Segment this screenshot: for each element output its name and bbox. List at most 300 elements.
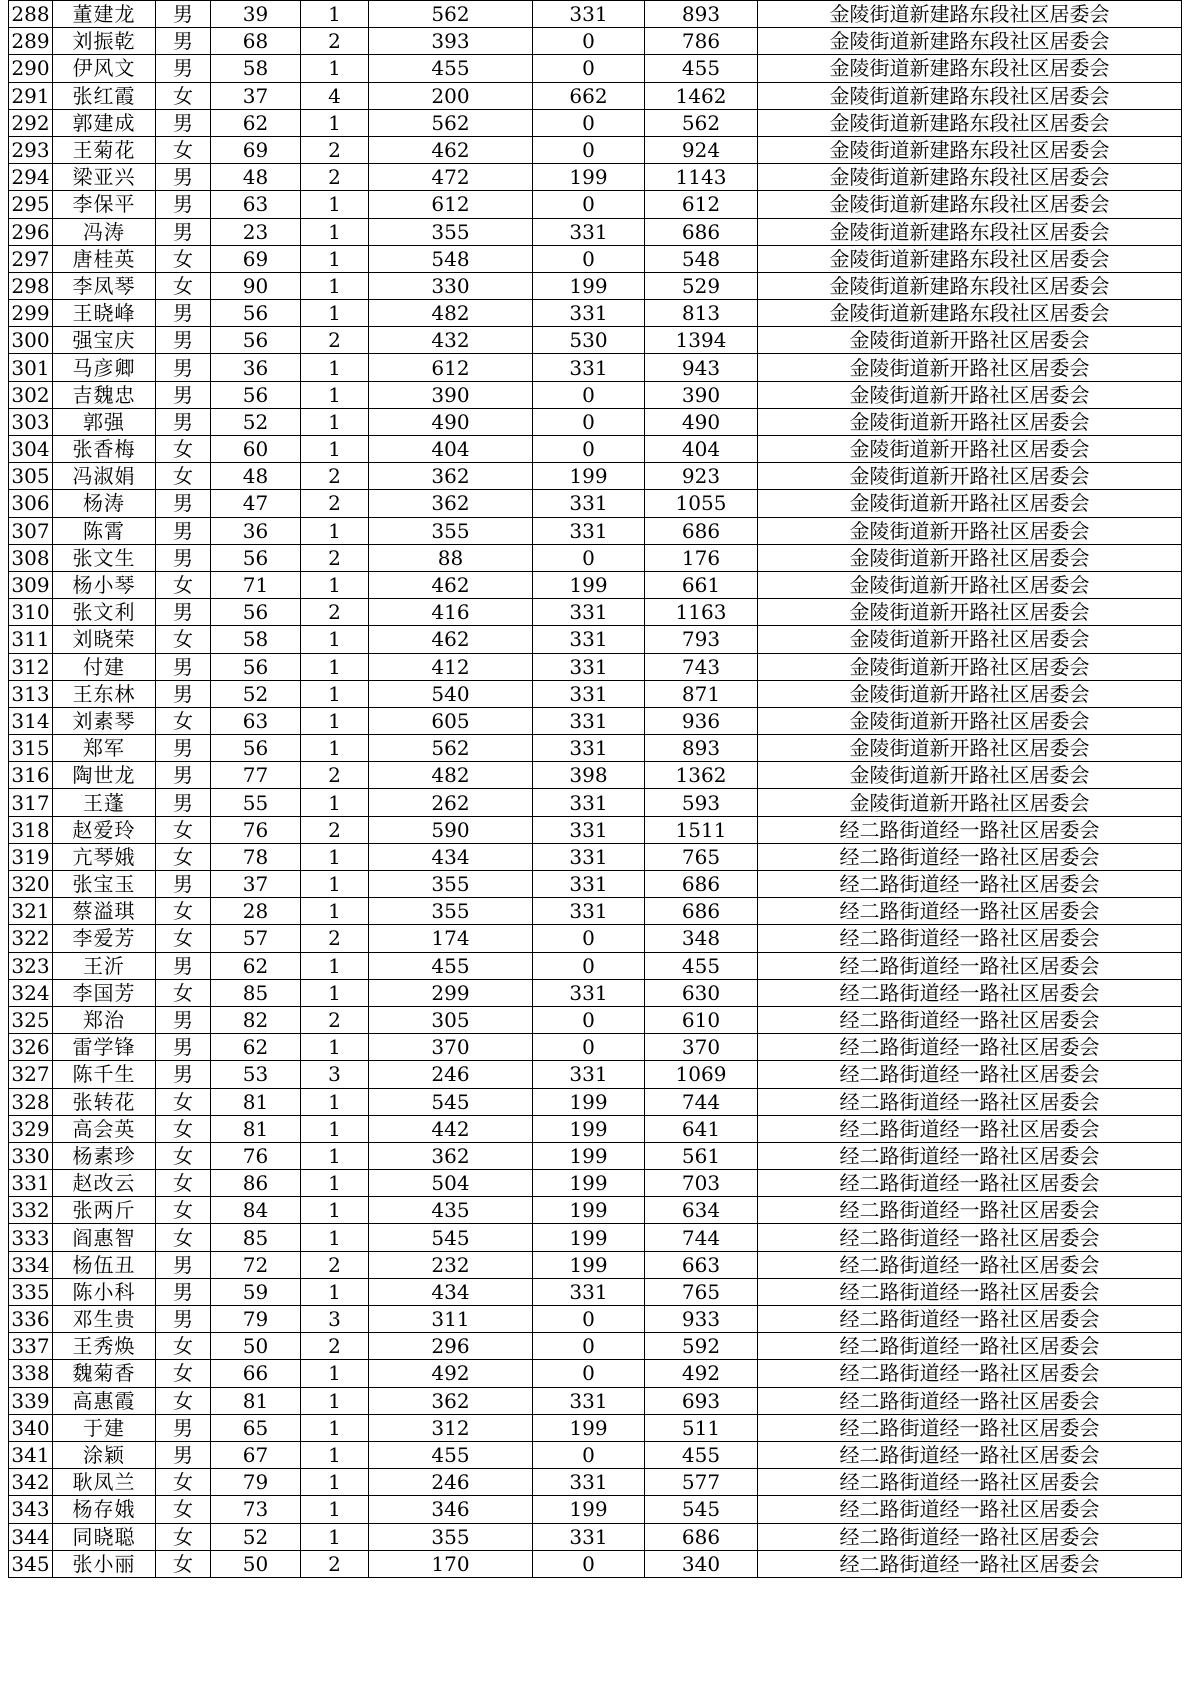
gender-cell: 女 bbox=[156, 1088, 211, 1115]
extra-amount-cell: 331 bbox=[533, 354, 645, 381]
community-name-cell: 金陵街道新开路社区居委会 bbox=[758, 327, 1182, 354]
base-amount-cell: 262 bbox=[369, 789, 533, 816]
total-amount-cell: 923 bbox=[645, 463, 758, 490]
community-name-cell: 经二路街道经一路社区居委会 bbox=[758, 1523, 1182, 1550]
household-size-cell: 1 bbox=[301, 1469, 369, 1496]
extra-amount-cell: 530 bbox=[533, 327, 645, 354]
base-amount-cell: 455 bbox=[369, 952, 533, 979]
person-name-cell: 冯淑娟 bbox=[53, 463, 156, 490]
table-row bbox=[9, 245, 1182, 272]
table-row bbox=[9, 55, 1182, 82]
extra-amount-cell: 0 bbox=[533, 1006, 645, 1033]
extra-amount-cell: 199 bbox=[533, 272, 645, 299]
extra-amount-cell: 0 bbox=[533, 925, 645, 952]
person-name-cell: 李爱芳 bbox=[53, 925, 156, 952]
base-amount-cell: 612 bbox=[369, 354, 533, 381]
community-name-cell: 经二路街道经一路社区居委会 bbox=[758, 1469, 1182, 1496]
household-size-cell: 1 bbox=[301, 653, 369, 680]
total-amount-cell: 744 bbox=[645, 1088, 758, 1115]
extra-amount-cell: 0 bbox=[533, 1360, 645, 1387]
gender-cell: 女 bbox=[156, 1142, 211, 1169]
extra-amount-cell: 0 bbox=[533, 28, 645, 55]
person-name-cell: 张宝玉 bbox=[53, 871, 156, 898]
table-row bbox=[9, 680, 1182, 707]
total-amount-cell: 592 bbox=[645, 1333, 758, 1360]
person-name-cell: 阎惠智 bbox=[53, 1224, 156, 1251]
extra-amount-cell: 0 bbox=[533, 136, 645, 163]
age-cell: 36 bbox=[211, 354, 301, 381]
base-amount-cell: 462 bbox=[369, 626, 533, 653]
community-name-cell: 经二路街道经一路社区居委会 bbox=[758, 1034, 1182, 1061]
table-row bbox=[9, 1360, 1182, 1387]
age-cell: 50 bbox=[211, 1333, 301, 1360]
person-name-cell: 涂颖 bbox=[53, 1441, 156, 1468]
gender-cell: 女 bbox=[156, 1197, 211, 1224]
gender-cell: 男 bbox=[156, 517, 211, 544]
age-cell: 53 bbox=[211, 1061, 301, 1088]
gender-cell: 女 bbox=[156, 436, 211, 463]
gender-cell: 男 bbox=[156, 1306, 211, 1333]
total-amount-cell: 455 bbox=[645, 55, 758, 82]
base-amount-cell: 390 bbox=[369, 381, 533, 408]
row-number-cell: 329 bbox=[9, 1115, 53, 1142]
total-amount-cell: 1163 bbox=[645, 599, 758, 626]
age-cell: 63 bbox=[211, 707, 301, 734]
table-row bbox=[9, 109, 1182, 136]
table-row bbox=[9, 164, 1182, 191]
community-name-cell: 金陵街道新开路社区居委会 bbox=[758, 680, 1182, 707]
gender-cell: 男 bbox=[156, 354, 211, 381]
total-amount-cell: 340 bbox=[645, 1550, 758, 1577]
age-cell: 36 bbox=[211, 517, 301, 544]
household-size-cell: 1 bbox=[301, 300, 369, 327]
community-name-cell: 经二路街道经一路社区居委会 bbox=[758, 1088, 1182, 1115]
person-name-cell: 吉魏忠 bbox=[53, 381, 156, 408]
table-row bbox=[9, 436, 1182, 463]
person-name-cell: 王菊花 bbox=[53, 136, 156, 163]
row-number-cell: 296 bbox=[9, 218, 53, 245]
table-row bbox=[9, 1306, 1182, 1333]
person-name-cell: 高会英 bbox=[53, 1115, 156, 1142]
total-amount-cell: 893 bbox=[645, 735, 758, 762]
total-amount-cell: 793 bbox=[645, 626, 758, 653]
household-size-cell: 1 bbox=[301, 109, 369, 136]
gender-cell: 男 bbox=[156, 408, 211, 435]
person-name-cell: 郭强 bbox=[53, 408, 156, 435]
age-cell: 56 bbox=[211, 381, 301, 408]
gender-cell: 男 bbox=[156, 300, 211, 327]
total-amount-cell: 455 bbox=[645, 1441, 758, 1468]
gender-cell: 男 bbox=[156, 381, 211, 408]
table-row bbox=[9, 1224, 1182, 1251]
gender-cell: 男 bbox=[156, 1414, 211, 1441]
total-amount-cell: 511 bbox=[645, 1414, 758, 1441]
table-row bbox=[9, 707, 1182, 734]
row-number-cell: 328 bbox=[9, 1088, 53, 1115]
gender-cell: 男 bbox=[156, 191, 211, 218]
total-amount-cell: 765 bbox=[645, 843, 758, 870]
household-size-cell: 1 bbox=[301, 1142, 369, 1169]
table-row bbox=[9, 272, 1182, 299]
community-name-cell: 金陵街道新开路社区居委会 bbox=[758, 490, 1182, 517]
extra-amount-cell: 331 bbox=[533, 626, 645, 653]
total-amount-cell: 548 bbox=[645, 245, 758, 272]
community-name-cell: 金陵街道新建路东段社区居委会 bbox=[758, 109, 1182, 136]
base-amount-cell: 200 bbox=[369, 82, 533, 109]
gender-cell: 男 bbox=[156, 1441, 211, 1468]
row-number-cell: 316 bbox=[9, 762, 53, 789]
community-name-cell: 金陵街道新建路东段社区居委会 bbox=[758, 300, 1182, 327]
table-row bbox=[9, 1496, 1182, 1523]
table-row bbox=[9, 463, 1182, 490]
total-amount-cell: 1462 bbox=[645, 82, 758, 109]
gender-cell: 女 bbox=[156, 1523, 211, 1550]
total-amount-cell: 686 bbox=[645, 1523, 758, 1550]
community-name-cell: 经二路街道经一路社区居委会 bbox=[758, 1115, 1182, 1142]
total-amount-cell: 176 bbox=[645, 544, 758, 571]
person-name-cell: 刘素琴 bbox=[53, 707, 156, 734]
extra-amount-cell: 0 bbox=[533, 109, 645, 136]
community-name-cell: 经二路街道经一路社区居委会 bbox=[758, 1006, 1182, 1033]
base-amount-cell: 455 bbox=[369, 1441, 533, 1468]
age-cell: 39 bbox=[211, 1, 301, 28]
extra-amount-cell: 331 bbox=[533, 1061, 645, 1088]
row-number-cell: 294 bbox=[9, 164, 53, 191]
extra-amount-cell: 331 bbox=[533, 843, 645, 870]
gender-cell: 男 bbox=[156, 28, 211, 55]
person-name-cell: 郭建成 bbox=[53, 109, 156, 136]
table-row bbox=[9, 327, 1182, 354]
base-amount-cell: 434 bbox=[369, 843, 533, 870]
row-number-cell: 342 bbox=[9, 1469, 53, 1496]
base-amount-cell: 362 bbox=[369, 1142, 533, 1169]
gender-cell: 男 bbox=[156, 1, 211, 28]
person-name-cell: 张文利 bbox=[53, 599, 156, 626]
total-amount-cell: 686 bbox=[645, 871, 758, 898]
community-name-cell: 金陵街道新开路社区居委会 bbox=[758, 381, 1182, 408]
table-row bbox=[9, 136, 1182, 163]
gender-cell: 男 bbox=[156, 735, 211, 762]
table-row bbox=[9, 898, 1182, 925]
table-row bbox=[9, 517, 1182, 544]
community-name-cell: 金陵街道新开路社区居委会 bbox=[758, 707, 1182, 734]
total-amount-cell: 641 bbox=[645, 1115, 758, 1142]
age-cell: 37 bbox=[211, 82, 301, 109]
table-body bbox=[9, 1, 1182, 1578]
household-size-cell: 2 bbox=[301, 925, 369, 952]
gender-cell: 女 bbox=[156, 1115, 211, 1142]
total-amount-cell: 765 bbox=[645, 1278, 758, 1305]
base-amount-cell: 540 bbox=[369, 680, 533, 707]
table-row bbox=[9, 626, 1182, 653]
row-number-cell: 345 bbox=[9, 1550, 53, 1577]
age-cell: 68 bbox=[211, 28, 301, 55]
table-row bbox=[9, 28, 1182, 55]
base-amount-cell: 482 bbox=[369, 762, 533, 789]
base-amount-cell: 296 bbox=[369, 1333, 533, 1360]
table-row bbox=[9, 1006, 1182, 1033]
row-number-cell: 341 bbox=[9, 1441, 53, 1468]
household-size-cell: 2 bbox=[301, 327, 369, 354]
household-size-cell: 1 bbox=[301, 1496, 369, 1523]
base-amount-cell: 312 bbox=[369, 1414, 533, 1441]
community-name-cell: 金陵街道新开路社区居委会 bbox=[758, 653, 1182, 680]
extra-amount-cell: 331 bbox=[533, 517, 645, 544]
table-row bbox=[9, 571, 1182, 598]
table-row bbox=[9, 843, 1182, 870]
person-name-cell: 王东林 bbox=[53, 680, 156, 707]
person-name-cell: 杨涛 bbox=[53, 490, 156, 517]
person-name-cell: 魏菊香 bbox=[53, 1360, 156, 1387]
gender-cell: 女 bbox=[156, 816, 211, 843]
row-number-cell: 298 bbox=[9, 272, 53, 299]
base-amount-cell: 590 bbox=[369, 816, 533, 843]
person-name-cell: 张两斤 bbox=[53, 1197, 156, 1224]
person-name-cell: 张小丽 bbox=[53, 1550, 156, 1577]
gender-cell: 男 bbox=[156, 164, 211, 191]
age-cell: 85 bbox=[211, 1224, 301, 1251]
total-amount-cell: 786 bbox=[645, 28, 758, 55]
household-size-cell: 1 bbox=[301, 1387, 369, 1414]
row-number-cell: 301 bbox=[9, 354, 53, 381]
age-cell: 58 bbox=[211, 55, 301, 82]
base-amount-cell: 355 bbox=[369, 1523, 533, 1550]
row-number-cell: 324 bbox=[9, 979, 53, 1006]
extra-amount-cell: 331 bbox=[533, 1, 645, 28]
age-cell: 78 bbox=[211, 843, 301, 870]
household-size-cell: 1 bbox=[301, 735, 369, 762]
gender-cell: 男 bbox=[156, 871, 211, 898]
base-amount-cell: 416 bbox=[369, 599, 533, 626]
age-cell: 81 bbox=[211, 1088, 301, 1115]
age-cell: 84 bbox=[211, 1197, 301, 1224]
row-number-cell: 312 bbox=[9, 653, 53, 680]
total-amount-cell: 490 bbox=[645, 408, 758, 435]
gender-cell: 男 bbox=[156, 55, 211, 82]
total-amount-cell: 813 bbox=[645, 300, 758, 327]
person-name-cell: 高惠霞 bbox=[53, 1387, 156, 1414]
age-cell: 76 bbox=[211, 1142, 301, 1169]
row-number-cell: 338 bbox=[9, 1360, 53, 1387]
age-cell: 48 bbox=[211, 463, 301, 490]
table-row bbox=[9, 1441, 1182, 1468]
base-amount-cell: 362 bbox=[369, 463, 533, 490]
row-number-cell: 321 bbox=[9, 898, 53, 925]
age-cell: 62 bbox=[211, 1034, 301, 1061]
person-name-cell: 杨素珍 bbox=[53, 1142, 156, 1169]
base-amount-cell: 545 bbox=[369, 1224, 533, 1251]
table-row bbox=[9, 1523, 1182, 1550]
row-number-cell: 288 bbox=[9, 1, 53, 28]
community-name-cell: 金陵街道新建路东段社区居委会 bbox=[758, 218, 1182, 245]
base-amount-cell: 246 bbox=[369, 1469, 533, 1496]
total-amount-cell: 562 bbox=[645, 109, 758, 136]
extra-amount-cell: 199 bbox=[533, 1170, 645, 1197]
extra-amount-cell: 0 bbox=[533, 952, 645, 979]
household-size-cell: 1 bbox=[301, 952, 369, 979]
table-row bbox=[9, 1387, 1182, 1414]
community-name-cell: 经二路街道经一路社区居委会 bbox=[758, 1224, 1182, 1251]
extra-amount-cell: 331 bbox=[533, 490, 645, 517]
age-cell: 82 bbox=[211, 1006, 301, 1033]
extra-amount-cell: 0 bbox=[533, 436, 645, 463]
row-number-cell: 330 bbox=[9, 1142, 53, 1169]
base-amount-cell: 299 bbox=[369, 979, 533, 1006]
base-amount-cell: 462 bbox=[369, 571, 533, 598]
community-name-cell: 金陵街道新建路东段社区居委会 bbox=[758, 28, 1182, 55]
total-amount-cell: 943 bbox=[645, 354, 758, 381]
gender-cell: 男 bbox=[156, 952, 211, 979]
table-row bbox=[9, 871, 1182, 898]
row-number-cell: 343 bbox=[9, 1496, 53, 1523]
row-number-cell: 323 bbox=[9, 952, 53, 979]
total-amount-cell: 686 bbox=[645, 218, 758, 245]
household-size-cell: 1 bbox=[301, 381, 369, 408]
age-cell: 57 bbox=[211, 925, 301, 952]
age-cell: 37 bbox=[211, 871, 301, 898]
age-cell: 52 bbox=[211, 408, 301, 435]
gender-cell: 女 bbox=[156, 245, 211, 272]
extra-amount-cell: 331 bbox=[533, 300, 645, 327]
household-size-cell: 2 bbox=[301, 136, 369, 163]
total-amount-cell: 1511 bbox=[645, 816, 758, 843]
person-name-cell: 刘振乾 bbox=[53, 28, 156, 55]
age-cell: 56 bbox=[211, 735, 301, 762]
community-name-cell: 经二路街道经一路社区居委会 bbox=[758, 1170, 1182, 1197]
person-name-cell: 马彦卿 bbox=[53, 354, 156, 381]
age-cell: 23 bbox=[211, 218, 301, 245]
gender-cell: 女 bbox=[156, 1224, 211, 1251]
table-row bbox=[9, 1170, 1182, 1197]
household-size-cell: 1 bbox=[301, 1170, 369, 1197]
table-row bbox=[9, 1115, 1182, 1142]
household-size-cell: 1 bbox=[301, 1115, 369, 1142]
base-amount-cell: 330 bbox=[369, 272, 533, 299]
table-row bbox=[9, 789, 1182, 816]
community-name-cell: 金陵街道新建路东段社区居委会 bbox=[758, 272, 1182, 299]
household-size-cell: 1 bbox=[301, 571, 369, 598]
gender-cell: 男 bbox=[156, 599, 211, 626]
total-amount-cell: 577 bbox=[645, 1469, 758, 1496]
gender-cell: 女 bbox=[156, 82, 211, 109]
person-name-cell: 王沂 bbox=[53, 952, 156, 979]
total-amount-cell: 1143 bbox=[645, 164, 758, 191]
community-name-cell: 金陵街道新建路东段社区居委会 bbox=[758, 1, 1182, 28]
age-cell: 50 bbox=[211, 1550, 301, 1577]
gender-cell: 女 bbox=[156, 1496, 211, 1523]
row-number-cell: 303 bbox=[9, 408, 53, 435]
age-cell: 56 bbox=[211, 599, 301, 626]
extra-amount-cell: 199 bbox=[533, 1496, 645, 1523]
extra-amount-cell: 0 bbox=[533, 1441, 645, 1468]
row-number-cell: 333 bbox=[9, 1224, 53, 1251]
extra-amount-cell: 199 bbox=[533, 1115, 645, 1142]
table-row bbox=[9, 1, 1182, 28]
age-cell: 81 bbox=[211, 1387, 301, 1414]
gender-cell: 女 bbox=[156, 707, 211, 734]
age-cell: 63 bbox=[211, 191, 301, 218]
base-amount-cell: 545 bbox=[369, 1088, 533, 1115]
extra-amount-cell: 398 bbox=[533, 762, 645, 789]
base-amount-cell: 462 bbox=[369, 136, 533, 163]
total-amount-cell: 545 bbox=[645, 1496, 758, 1523]
community-name-cell: 金陵街道新建路东段社区居委会 bbox=[758, 55, 1182, 82]
person-name-cell: 冯涛 bbox=[53, 218, 156, 245]
gender-cell: 女 bbox=[156, 1170, 211, 1197]
row-number-cell: 337 bbox=[9, 1333, 53, 1360]
extra-amount-cell: 0 bbox=[533, 1333, 645, 1360]
base-amount-cell: 311 bbox=[369, 1306, 533, 1333]
age-cell: 76 bbox=[211, 816, 301, 843]
total-amount-cell: 744 bbox=[645, 1224, 758, 1251]
total-amount-cell: 1055 bbox=[645, 490, 758, 517]
extra-amount-cell: 199 bbox=[533, 1224, 645, 1251]
age-cell: 60 bbox=[211, 436, 301, 463]
community-name-cell: 经二路街道经一路社区居委会 bbox=[758, 1278, 1182, 1305]
base-amount-cell: 355 bbox=[369, 871, 533, 898]
total-amount-cell: 1394 bbox=[645, 327, 758, 354]
base-amount-cell: 442 bbox=[369, 1115, 533, 1142]
base-amount-cell: 562 bbox=[369, 1, 533, 28]
household-size-cell: 1 bbox=[301, 354, 369, 381]
gender-cell: 女 bbox=[156, 626, 211, 653]
base-amount-cell: 246 bbox=[369, 1061, 533, 1088]
extra-amount-cell: 199 bbox=[533, 1088, 645, 1115]
total-amount-cell: 370 bbox=[645, 1034, 758, 1061]
person-name-cell: 付建 bbox=[53, 653, 156, 680]
base-amount-cell: 434 bbox=[369, 1278, 533, 1305]
base-amount-cell: 612 bbox=[369, 191, 533, 218]
row-number-cell: 317 bbox=[9, 789, 53, 816]
base-amount-cell: 504 bbox=[369, 1170, 533, 1197]
person-name-cell: 陶世龙 bbox=[53, 762, 156, 789]
extra-amount-cell: 0 bbox=[533, 544, 645, 571]
row-number-cell: 340 bbox=[9, 1414, 53, 1441]
community-name-cell: 经二路街道经一路社区居委会 bbox=[758, 925, 1182, 952]
community-name-cell: 金陵街道新建路东段社区居委会 bbox=[758, 82, 1182, 109]
household-size-cell: 2 bbox=[301, 762, 369, 789]
age-cell: 85 bbox=[211, 979, 301, 1006]
household-size-cell: 2 bbox=[301, 28, 369, 55]
total-amount-cell: 893 bbox=[645, 1, 758, 28]
age-cell: 72 bbox=[211, 1251, 301, 1278]
person-name-cell: 李保平 bbox=[53, 191, 156, 218]
household-size-cell: 1 bbox=[301, 1441, 369, 1468]
person-name-cell: 王秀焕 bbox=[53, 1333, 156, 1360]
total-amount-cell: 455 bbox=[645, 952, 758, 979]
total-amount-cell: 630 bbox=[645, 979, 758, 1006]
age-cell: 59 bbox=[211, 1278, 301, 1305]
extra-amount-cell: 662 bbox=[533, 82, 645, 109]
person-name-cell: 于建 bbox=[53, 1414, 156, 1441]
base-amount-cell: 490 bbox=[369, 408, 533, 435]
table-row bbox=[9, 1414, 1182, 1441]
community-name-cell: 经二路街道经一路社区居委会 bbox=[758, 871, 1182, 898]
row-number-cell: 314 bbox=[9, 707, 53, 734]
extra-amount-cell: 331 bbox=[533, 680, 645, 707]
person-name-cell: 蔡溢琪 bbox=[53, 898, 156, 925]
household-size-cell: 1 bbox=[301, 871, 369, 898]
household-size-cell: 1 bbox=[301, 789, 369, 816]
community-name-cell: 金陵街道新开路社区居委会 bbox=[758, 599, 1182, 626]
base-amount-cell: 355 bbox=[369, 218, 533, 245]
community-name-cell: 经二路街道经一路社区居委会 bbox=[758, 1496, 1182, 1523]
age-cell: 77 bbox=[211, 762, 301, 789]
age-cell: 65 bbox=[211, 1414, 301, 1441]
row-number-cell: 289 bbox=[9, 28, 53, 55]
household-size-cell: 1 bbox=[301, 1360, 369, 1387]
age-cell: 71 bbox=[211, 571, 301, 598]
